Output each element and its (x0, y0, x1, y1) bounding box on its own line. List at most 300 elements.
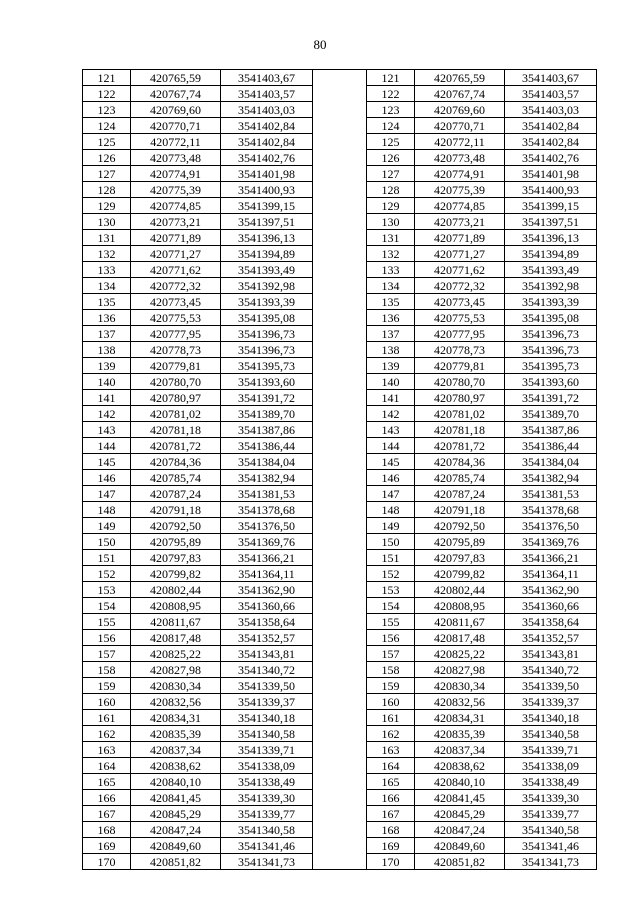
table-body (83, 70, 597, 870)
right-x-coordinate-cell: 420827,98 (415, 662, 505, 678)
column-gap (313, 822, 367, 838)
column-gap (313, 358, 367, 374)
right-x-coordinate-cell: 420802,44 (415, 582, 505, 598)
left-y-coordinate-cell: 3541360,66 (221, 598, 313, 614)
left-point-number-cell: 139 (83, 358, 131, 374)
left-x-coordinate-cell: 420834,31 (131, 710, 221, 726)
right-point-number-cell: 130 (367, 214, 415, 230)
left-point-number-cell: 137 (83, 326, 131, 342)
column-gap (313, 390, 367, 406)
column-gap (313, 198, 367, 214)
right-x-coordinate-cell: 420775,39 (415, 182, 505, 198)
left-point-number-cell: 160 (83, 694, 131, 710)
right-x-coordinate-cell: 420780,70 (415, 374, 505, 390)
right-point-number-cell: 157 (367, 646, 415, 662)
table-row (83, 102, 597, 118)
right-x-coordinate-cell: 420770,71 (415, 118, 505, 134)
left-x-coordinate-cell: 420792,50 (131, 518, 221, 534)
left-x-coordinate-cell: 420830,34 (131, 678, 221, 694)
column-gap (313, 246, 367, 262)
left-y-coordinate-cell: 3541396,13 (221, 230, 313, 246)
left-y-coordinate-cell: 3541369,76 (221, 534, 313, 550)
table-row (83, 854, 597, 870)
table-row (83, 310, 597, 326)
right-x-coordinate-cell: 420847,24 (415, 822, 505, 838)
left-x-coordinate-cell: 420774,91 (131, 166, 221, 182)
right-point-number-cell: 166 (367, 790, 415, 806)
right-point-number-cell: 161 (367, 710, 415, 726)
right-x-coordinate-cell: 420771,89 (415, 230, 505, 246)
right-y-coordinate-cell: 3541340,58 (505, 726, 597, 742)
left-x-coordinate-cell: 420773,48 (131, 150, 221, 166)
right-x-coordinate-cell: 420797,83 (415, 550, 505, 566)
left-y-coordinate-cell: 3541402,84 (221, 118, 313, 134)
right-point-number-cell: 160 (367, 694, 415, 710)
table-row (83, 182, 597, 198)
table-row (83, 662, 597, 678)
right-y-coordinate-cell: 3541403,67 (505, 70, 597, 86)
left-y-coordinate-cell: 3541364,11 (221, 566, 313, 582)
right-y-coordinate-cell: 3541339,37 (505, 694, 597, 710)
left-point-number-cell: 161 (83, 710, 131, 726)
left-y-coordinate-cell: 3541384,04 (221, 454, 313, 470)
column-gap (313, 566, 367, 582)
right-point-number-cell: 133 (367, 262, 415, 278)
column-gap (313, 838, 367, 854)
right-x-coordinate-cell: 420799,82 (415, 566, 505, 582)
left-x-coordinate-cell: 420802,44 (131, 582, 221, 598)
left-y-coordinate-cell: 3541340,58 (221, 726, 313, 742)
right-point-number-cell: 136 (367, 310, 415, 326)
left-x-coordinate-cell: 420817,48 (131, 630, 221, 646)
column-gap (313, 86, 367, 102)
right-x-coordinate-cell: 420765,59 (415, 70, 505, 86)
left-point-number-cell: 126 (83, 150, 131, 166)
left-y-coordinate-cell: 3541366,21 (221, 550, 313, 566)
table-row (83, 566, 597, 582)
right-point-number-cell: 138 (367, 342, 415, 358)
left-point-number-cell: 164 (83, 758, 131, 774)
column-gap (313, 454, 367, 470)
right-y-coordinate-cell: 3541402,76 (505, 150, 597, 166)
right-point-number-cell: 158 (367, 662, 415, 678)
right-point-number-cell: 155 (367, 614, 415, 630)
right-y-coordinate-cell: 3541369,76 (505, 534, 597, 550)
right-x-coordinate-cell: 420785,74 (415, 470, 505, 486)
left-y-coordinate-cell: 3541362,90 (221, 582, 313, 598)
table-row (83, 518, 597, 534)
left-point-number-cell: 133 (83, 262, 131, 278)
right-y-coordinate-cell: 3541340,72 (505, 662, 597, 678)
column-gap (313, 806, 367, 822)
left-y-coordinate-cell: 3541393,60 (221, 374, 313, 390)
right-point-number-cell: 129 (367, 198, 415, 214)
table-row (83, 710, 597, 726)
column-gap (313, 166, 367, 182)
right-x-coordinate-cell: 420773,45 (415, 294, 505, 310)
table-row (83, 454, 597, 470)
right-point-number-cell: 142 (367, 406, 415, 422)
left-x-coordinate-cell: 420780,97 (131, 390, 221, 406)
left-point-number-cell: 144 (83, 438, 131, 454)
right-y-coordinate-cell: 3541366,21 (505, 550, 597, 566)
right-point-number-cell: 167 (367, 806, 415, 822)
right-point-number-cell: 121 (367, 70, 415, 86)
table-row (83, 134, 597, 150)
column-gap (313, 502, 367, 518)
left-point-number-cell: 163 (83, 742, 131, 758)
left-point-number-cell: 131 (83, 230, 131, 246)
left-y-coordinate-cell: 3541399,15 (221, 198, 313, 214)
right-y-coordinate-cell: 3541396,73 (505, 326, 597, 342)
right-x-coordinate-cell: 420811,67 (415, 614, 505, 630)
left-x-coordinate-cell: 420775,39 (131, 182, 221, 198)
right-y-coordinate-cell: 3541403,03 (505, 102, 597, 118)
right-point-number-cell: 170 (367, 854, 415, 870)
right-x-coordinate-cell: 420780,97 (415, 390, 505, 406)
right-y-coordinate-cell: 3541403,57 (505, 86, 597, 102)
right-point-number-cell: 152 (367, 566, 415, 582)
left-point-number-cell: 135 (83, 294, 131, 310)
right-y-coordinate-cell: 3541392,98 (505, 278, 597, 294)
right-y-coordinate-cell: 3541397,51 (505, 214, 597, 230)
right-y-coordinate-cell: 3541341,46 (505, 838, 597, 854)
right-x-coordinate-cell: 420791,18 (415, 502, 505, 518)
right-point-number-cell: 165 (367, 774, 415, 790)
right-y-coordinate-cell: 3541393,49 (505, 262, 597, 278)
table-row (83, 646, 597, 662)
right-y-coordinate-cell: 3541386,44 (505, 438, 597, 454)
table-row (83, 422, 597, 438)
right-y-coordinate-cell: 3541376,50 (505, 518, 597, 534)
table-row (83, 470, 597, 486)
right-point-number-cell: 125 (367, 134, 415, 150)
column-gap (313, 230, 367, 246)
right-point-number-cell: 154 (367, 598, 415, 614)
column-gap (313, 790, 367, 806)
table-row (83, 806, 597, 822)
left-x-coordinate-cell: 420838,62 (131, 758, 221, 774)
right-x-coordinate-cell: 420808,95 (415, 598, 505, 614)
column-gap (313, 550, 367, 566)
left-y-coordinate-cell: 3541381,53 (221, 486, 313, 502)
left-y-coordinate-cell: 3541339,71 (221, 742, 313, 758)
right-x-coordinate-cell: 420832,56 (415, 694, 505, 710)
right-x-coordinate-cell: 420830,34 (415, 678, 505, 694)
left-y-coordinate-cell: 3541382,94 (221, 470, 313, 486)
left-x-coordinate-cell: 420771,89 (131, 230, 221, 246)
left-x-coordinate-cell: 420799,82 (131, 566, 221, 582)
left-x-coordinate-cell: 420827,98 (131, 662, 221, 678)
left-point-number-cell: 148 (83, 502, 131, 518)
left-point-number-cell: 155 (83, 614, 131, 630)
column-gap (313, 342, 367, 358)
right-y-coordinate-cell: 3541391,72 (505, 390, 597, 406)
right-y-coordinate-cell: 3541338,09 (505, 758, 597, 774)
column-gap (313, 182, 367, 198)
left-x-coordinate-cell: 420825,22 (131, 646, 221, 662)
right-y-coordinate-cell: 3541402,84 (505, 134, 597, 150)
column-gap (313, 646, 367, 662)
left-point-number-cell: 154 (83, 598, 131, 614)
table-row (83, 326, 597, 342)
table-row (83, 614, 597, 630)
right-x-coordinate-cell: 420774,91 (415, 166, 505, 182)
right-x-coordinate-cell: 420777,95 (415, 326, 505, 342)
table-row (83, 790, 597, 806)
column-gap (313, 118, 367, 134)
right-point-number-cell: 139 (367, 358, 415, 374)
left-y-coordinate-cell: 3541339,37 (221, 694, 313, 710)
column-gap (313, 278, 367, 294)
left-x-coordinate-cell: 420772,11 (131, 134, 221, 150)
right-y-coordinate-cell: 3541396,13 (505, 230, 597, 246)
right-x-coordinate-cell: 420837,34 (415, 742, 505, 758)
right-y-coordinate-cell: 3541394,89 (505, 246, 597, 262)
table-row (83, 678, 597, 694)
left-point-number-cell: 157 (83, 646, 131, 662)
left-point-number-cell: 123 (83, 102, 131, 118)
left-y-coordinate-cell: 3541387,86 (221, 422, 313, 438)
table-row (83, 86, 597, 102)
column-gap (313, 678, 367, 694)
right-x-coordinate-cell: 420851,82 (415, 854, 505, 870)
right-x-coordinate-cell: 420781,72 (415, 438, 505, 454)
left-point-number-cell: 122 (83, 86, 131, 102)
right-point-number-cell: 150 (367, 534, 415, 550)
column-gap (313, 710, 367, 726)
left-x-coordinate-cell: 420851,82 (131, 854, 221, 870)
left-y-coordinate-cell: 3541402,76 (221, 150, 313, 166)
right-point-number-cell: 156 (367, 630, 415, 646)
left-x-coordinate-cell: 420845,29 (131, 806, 221, 822)
right-point-number-cell: 146 (367, 470, 415, 486)
left-y-coordinate-cell: 3541338,09 (221, 758, 313, 774)
left-point-number-cell: 145 (83, 454, 131, 470)
right-point-number-cell: 123 (367, 102, 415, 118)
right-x-coordinate-cell: 420771,27 (415, 246, 505, 262)
left-y-coordinate-cell: 3541394,89 (221, 246, 313, 262)
left-point-number-cell: 150 (83, 534, 131, 550)
right-y-coordinate-cell: 3541387,86 (505, 422, 597, 438)
right-x-coordinate-cell: 420767,74 (415, 86, 505, 102)
right-x-coordinate-cell: 420840,10 (415, 774, 505, 790)
left-point-number-cell: 146 (83, 470, 131, 486)
left-point-number-cell: 142 (83, 406, 131, 422)
left-y-coordinate-cell: 3541393,39 (221, 294, 313, 310)
column-gap (313, 758, 367, 774)
column-gap (313, 662, 367, 678)
right-y-coordinate-cell: 3541384,04 (505, 454, 597, 470)
table-row (83, 502, 597, 518)
table-row (83, 742, 597, 758)
left-y-coordinate-cell: 3541402,84 (221, 134, 313, 150)
left-point-number-cell: 166 (83, 790, 131, 806)
left-y-coordinate-cell: 3541376,50 (221, 518, 313, 534)
left-point-number-cell: 138 (83, 342, 131, 358)
right-y-coordinate-cell: 3541362,90 (505, 582, 597, 598)
left-y-coordinate-cell: 3541352,57 (221, 630, 313, 646)
table-row (83, 294, 597, 310)
column-gap (313, 614, 367, 630)
table-row (83, 726, 597, 742)
left-point-number-cell: 147 (83, 486, 131, 502)
table-row (83, 758, 597, 774)
right-x-coordinate-cell: 420795,89 (415, 534, 505, 550)
left-y-coordinate-cell: 3541393,49 (221, 262, 313, 278)
table-row (83, 374, 597, 390)
left-x-coordinate-cell: 420835,39 (131, 726, 221, 742)
left-point-number-cell: 159 (83, 678, 131, 694)
right-point-number-cell: 137 (367, 326, 415, 342)
right-point-number-cell: 149 (367, 518, 415, 534)
right-y-coordinate-cell: 3541343,81 (505, 646, 597, 662)
column-gap (313, 534, 367, 550)
column-gap (313, 70, 367, 86)
right-y-coordinate-cell: 3541338,49 (505, 774, 597, 790)
left-x-coordinate-cell: 420811,67 (131, 614, 221, 630)
column-gap (313, 438, 367, 454)
left-x-coordinate-cell: 420849,60 (131, 838, 221, 854)
column-gap (313, 422, 367, 438)
column-gap (313, 486, 367, 502)
right-point-number-cell: 159 (367, 678, 415, 694)
table-row (83, 630, 597, 646)
left-x-coordinate-cell: 420781,02 (131, 406, 221, 422)
left-y-coordinate-cell: 3541403,67 (221, 70, 313, 86)
left-x-coordinate-cell: 420775,53 (131, 310, 221, 326)
column-gap (313, 310, 367, 326)
column-gap (313, 150, 367, 166)
left-point-number-cell: 134 (83, 278, 131, 294)
right-x-coordinate-cell: 420845,29 (415, 806, 505, 822)
right-y-coordinate-cell: 3541378,68 (505, 502, 597, 518)
left-x-coordinate-cell: 420785,74 (131, 470, 221, 486)
table-row (83, 70, 597, 86)
left-x-coordinate-cell: 420770,71 (131, 118, 221, 134)
left-x-coordinate-cell: 420841,45 (131, 790, 221, 806)
right-point-number-cell: 141 (367, 390, 415, 406)
left-point-number-cell: 152 (83, 566, 131, 582)
left-point-number-cell: 129 (83, 198, 131, 214)
left-y-coordinate-cell: 3541340,58 (221, 822, 313, 838)
left-x-coordinate-cell: 420767,74 (131, 86, 221, 102)
table-row (83, 406, 597, 422)
table-row (83, 838, 597, 854)
right-x-coordinate-cell: 420849,60 (415, 838, 505, 854)
left-x-coordinate-cell: 420797,83 (131, 550, 221, 566)
right-y-coordinate-cell: 3541339,71 (505, 742, 597, 758)
right-y-coordinate-cell: 3541395,73 (505, 358, 597, 374)
table-row (83, 822, 597, 838)
left-point-number-cell: 167 (83, 806, 131, 822)
left-point-number-cell: 130 (83, 214, 131, 230)
left-point-number-cell: 151 (83, 550, 131, 566)
column-gap (313, 694, 367, 710)
table-row (83, 150, 597, 166)
column-gap (313, 518, 367, 534)
left-x-coordinate-cell: 420777,95 (131, 326, 221, 342)
right-point-number-cell: 163 (367, 742, 415, 758)
right-point-number-cell: 122 (367, 86, 415, 102)
right-x-coordinate-cell: 420784,36 (415, 454, 505, 470)
left-y-coordinate-cell: 3541403,57 (221, 86, 313, 102)
left-y-coordinate-cell: 3541395,08 (221, 310, 313, 326)
left-point-number-cell: 132 (83, 246, 131, 262)
left-x-coordinate-cell: 420781,18 (131, 422, 221, 438)
right-y-coordinate-cell: 3541396,73 (505, 342, 597, 358)
left-point-number-cell: 127 (83, 166, 131, 182)
left-y-coordinate-cell: 3541343,81 (221, 646, 313, 662)
right-point-number-cell: 132 (367, 246, 415, 262)
right-x-coordinate-cell: 420779,81 (415, 358, 505, 374)
right-point-number-cell: 164 (367, 758, 415, 774)
left-point-number-cell: 169 (83, 838, 131, 854)
column-gap (313, 726, 367, 742)
right-point-number-cell: 128 (367, 182, 415, 198)
table-row (83, 118, 597, 134)
right-point-number-cell: 140 (367, 374, 415, 390)
column-gap (313, 294, 367, 310)
table-row (83, 582, 597, 598)
left-y-coordinate-cell: 3541396,73 (221, 342, 313, 358)
coordinates-table (82, 69, 597, 870)
left-point-number-cell: 143 (83, 422, 131, 438)
table-row (83, 534, 597, 550)
column-gap (313, 214, 367, 230)
column-gap (313, 326, 367, 342)
right-point-number-cell: 153 (367, 582, 415, 598)
left-x-coordinate-cell: 420784,36 (131, 454, 221, 470)
left-x-coordinate-cell: 420771,62 (131, 262, 221, 278)
column-gap (313, 102, 367, 118)
left-point-number-cell: 124 (83, 118, 131, 134)
left-x-coordinate-cell: 420837,34 (131, 742, 221, 758)
right-y-coordinate-cell: 3541364,11 (505, 566, 597, 582)
table-row (83, 550, 597, 566)
left-point-number-cell: 141 (83, 390, 131, 406)
right-x-coordinate-cell: 420825,22 (415, 646, 505, 662)
left-y-coordinate-cell: 3541378,68 (221, 502, 313, 518)
left-y-coordinate-cell: 3541358,64 (221, 614, 313, 630)
column-gap (313, 774, 367, 790)
right-point-number-cell: 144 (367, 438, 415, 454)
right-x-coordinate-cell: 420781,18 (415, 422, 505, 438)
left-x-coordinate-cell: 420765,59 (131, 70, 221, 86)
right-point-number-cell: 148 (367, 502, 415, 518)
column-gap (313, 134, 367, 150)
left-x-coordinate-cell: 420779,81 (131, 358, 221, 374)
right-x-coordinate-cell: 420771,62 (415, 262, 505, 278)
table-row (83, 262, 597, 278)
right-x-coordinate-cell: 420841,45 (415, 790, 505, 806)
left-point-number-cell: 158 (83, 662, 131, 678)
left-x-coordinate-cell: 420769,60 (131, 102, 221, 118)
right-x-coordinate-cell: 420838,62 (415, 758, 505, 774)
table-row (83, 198, 597, 214)
right-point-number-cell: 126 (367, 150, 415, 166)
left-y-coordinate-cell: 3541340,18 (221, 710, 313, 726)
left-y-coordinate-cell: 3541389,70 (221, 406, 313, 422)
table-row (83, 486, 597, 502)
right-y-coordinate-cell: 3541381,53 (505, 486, 597, 502)
right-y-coordinate-cell: 3541401,98 (505, 166, 597, 182)
right-x-coordinate-cell: 420835,39 (415, 726, 505, 742)
left-y-coordinate-cell: 3541395,73 (221, 358, 313, 374)
right-point-number-cell: 151 (367, 550, 415, 566)
right-y-coordinate-cell: 3541399,15 (505, 198, 597, 214)
right-x-coordinate-cell: 420773,21 (415, 214, 505, 230)
